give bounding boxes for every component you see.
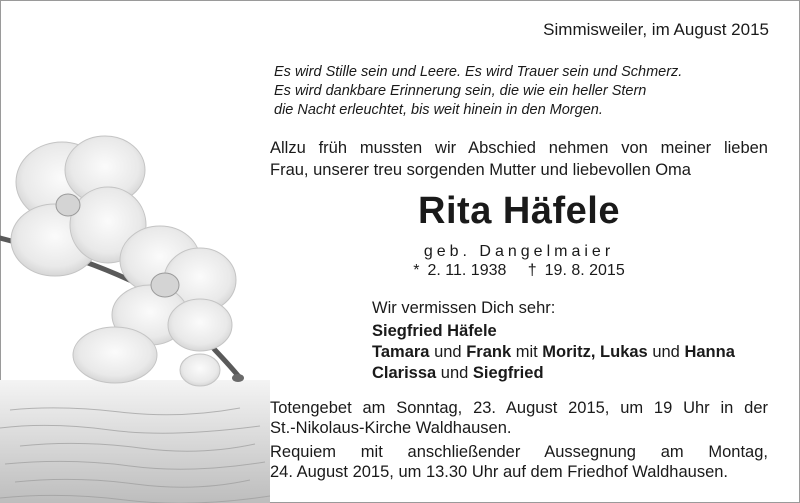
requiem-line: Requiem mit anschließender Aussegnung am Montag, xyxy=(270,443,768,461)
born-symbol: * xyxy=(413,262,420,279)
mourners xyxy=(372,298,735,384)
connector: mit xyxy=(511,343,543,361)
intro-text xyxy=(270,137,768,181)
deceased-name: Rita Häfele xyxy=(418,190,620,232)
connector: und xyxy=(647,343,685,361)
prayer-line: Totengebet am Sonntag, 23. August 2015, um 19 Uhr in der xyxy=(270,399,768,417)
verse-line: Es wird Stille sein und Leere. Es wird Trauer sein und Schmerz. xyxy=(274,64,683,80)
birth-date: 2. 11. 1938 xyxy=(427,262,507,279)
death-symbol: † xyxy=(527,262,537,279)
death-date: 19. 8. 2015 xyxy=(544,262,625,279)
life-dates xyxy=(270,262,768,280)
mourner-name: Moritz, Lukas xyxy=(542,343,648,361)
connector: und xyxy=(436,364,473,382)
orchid-image xyxy=(0,110,270,503)
mourner-name: Frank xyxy=(466,343,512,361)
birth-name: geb. Dangelmaier xyxy=(423,243,615,260)
mourner-name: Clarissa xyxy=(372,364,437,382)
requiem-info xyxy=(270,442,768,482)
mourners-heading: Wir vermissen Dich sehr: xyxy=(372,299,556,317)
requiem-line: 24. August 2015, um 13.30 Uhr auf dem Friedhof Waldhausen. xyxy=(270,463,729,481)
mourner-line xyxy=(372,342,735,363)
verse xyxy=(274,63,682,120)
intro-line: Frau, unserer treu sorgenden Mutter und liebevollen Oma xyxy=(270,161,691,179)
mourner-line xyxy=(372,321,735,342)
verse-line: die Nacht erleuchtet, bis weit hinein in den Morgen. xyxy=(274,102,603,118)
mourner-name: Hanna xyxy=(684,343,735,361)
intro-line: Allzu früh mussten wir Abschied nehmen von meiner lieben xyxy=(270,139,768,157)
place-date: Simmisweiler, im August 2015 xyxy=(543,20,769,39)
mourner-line xyxy=(372,363,735,384)
connector: und xyxy=(429,343,467,361)
mourner-name: Siegfried xyxy=(472,364,544,382)
prayer-line: St.-Nikolaus-Kirche Waldhausen. xyxy=(270,419,512,437)
verse-line: Es wird dankbare Erinnerung sein, die wie ein heller Stern xyxy=(274,83,647,99)
mourner-name: Siegfried Häfele xyxy=(372,322,497,340)
mourner-name: Tamara xyxy=(372,343,430,361)
prayer-info xyxy=(270,398,768,438)
